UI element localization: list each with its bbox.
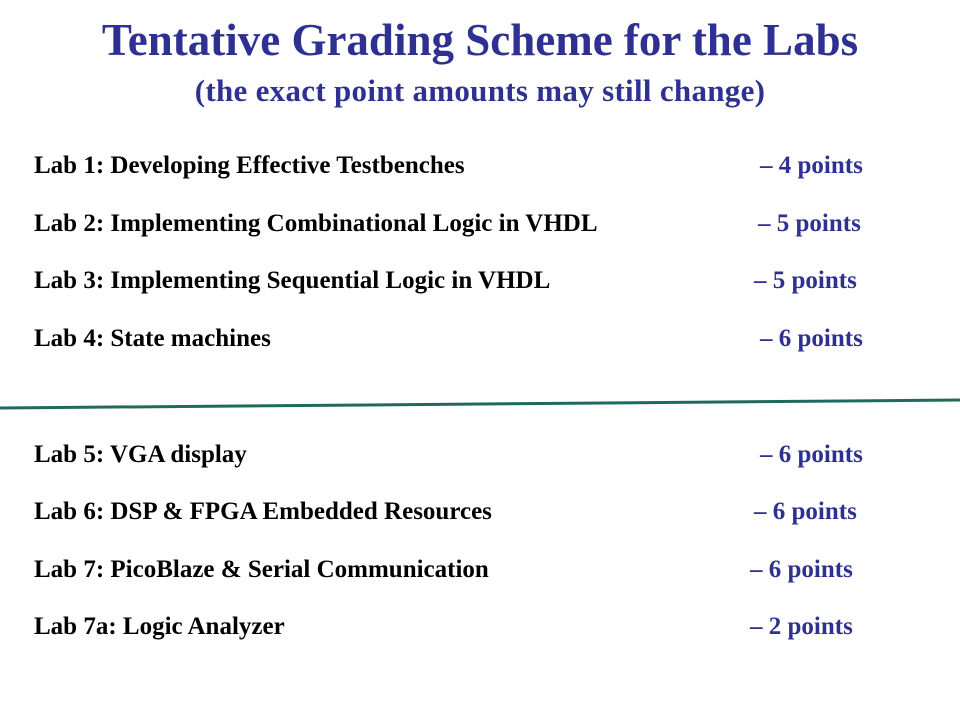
lab-name: Lab 5: VGA display (34, 441, 247, 468)
lab-row (0, 204, 960, 244)
lab-name: Lab 2: Implementing Combinational Logic in VHDL (34, 210, 598, 237)
lab-points: – 5 points (758, 210, 861, 237)
lab-points: – 2 points (750, 613, 853, 640)
lab-name: Lab 7: PicoBlaze & Serial Communication (34, 556, 489, 583)
lab-name: Lab 3: Implementing Sequential Logic in VHDL (34, 267, 551, 294)
lab-points: – 6 points (754, 498, 857, 525)
lab-points: – 6 points (760, 325, 863, 352)
lab-points: – 4 points (760, 152, 863, 179)
lab-row (0, 319, 960, 359)
lab-row (0, 261, 960, 301)
lab-name: Lab 4: State machines (34, 325, 271, 352)
lab-points: – 6 points (750, 556, 853, 583)
lab-row (0, 492, 960, 532)
slide-title: Tentative Grading Scheme for the Labs (101, 15, 859, 65)
lab-row (0, 146, 960, 186)
lab-row (0, 435, 960, 475)
lab-name: Lab 6: DSP & FPGA Embedded Resources (34, 498, 492, 525)
lab-row (0, 607, 960, 647)
slide-subtitle: (the exact point amounts may still change) (194, 73, 766, 108)
lab-row (0, 550, 960, 590)
lab-name: Lab 1: Developing Effective Testbenches (34, 152, 465, 179)
lab-points: – 6 points (760, 441, 863, 468)
lab-name: Lab 7a: Logic Analyzer (34, 613, 285, 640)
lab-points: – 5 points (754, 267, 857, 294)
